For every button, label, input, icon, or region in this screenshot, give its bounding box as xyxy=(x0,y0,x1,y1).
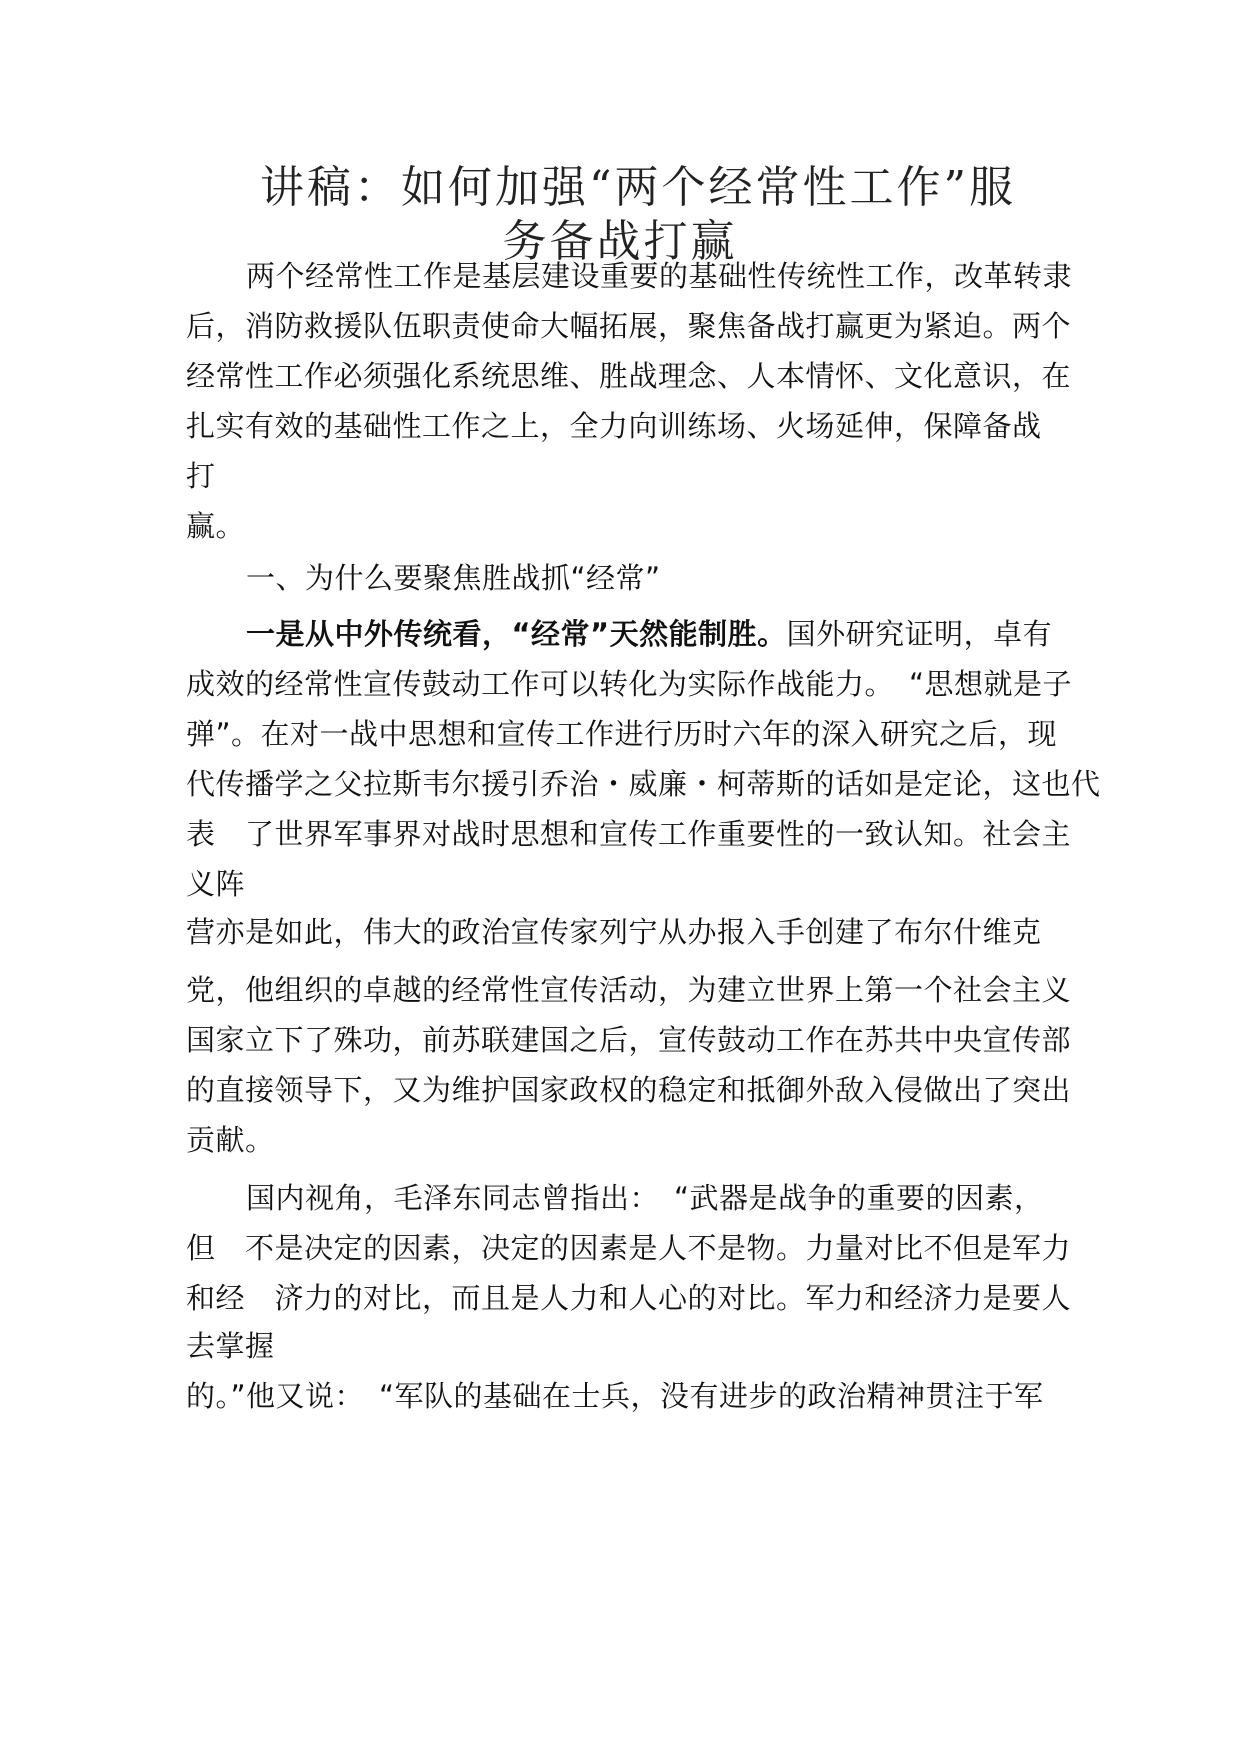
paragraph-line: 国家立下了殊功，前苏联建国之后，宣传鼓动工作在苏共中央宣传部 xyxy=(186,1023,1072,1057)
paragraph-line: 表 了世界军事界对战时思想和宣传工作重要性的一致认知。社会主 xyxy=(186,817,1072,851)
paragraph-line: 义阵 xyxy=(186,867,246,901)
paragraph-line: 和经 济力的对比，而且是人力和人心的对比。军力和经济力是要人 xyxy=(186,1281,1072,1315)
paragraph-line: 后，消防救援队伍职责使命大幅拓展，聚焦备战打赢更为紧迫。两个 xyxy=(186,309,1072,343)
paragraph-line: 代传播学之父拉斯韦尔援引乔治・威廉・柯蒂斯的话如是定论，这也代 xyxy=(186,767,1101,801)
paragraph-line: 赢。 xyxy=(186,509,246,543)
paragraph-line: 党，他组织的卓越的经常性宣传活动，为建立世界上第一个社会主义 xyxy=(186,973,1072,1007)
paragraph-line: 营亦是如此，伟大的政治宣传家列宁从办报入手创建了布尔什维克 xyxy=(186,915,1042,949)
paragraph-line: 打 xyxy=(186,459,216,493)
paragraph-line: 的直接领导下，又为维护国家政权的稳定和抵御外敌入侵做出了突出 xyxy=(186,1073,1072,1107)
paragraph-line: 国内视角，毛泽东同志曾指出： “武器是战争的重要的因素， xyxy=(246,1181,1044,1215)
paragraph-line: 贡献。 xyxy=(186,1123,275,1157)
paragraph-line: 去掌握 xyxy=(186,1329,275,1363)
bold-lead-text: 一是从中外传统看，“经常”天然能制胜。 xyxy=(246,617,787,651)
paragraph-line: 经常性工作必须强化系统思维、胜战理念、人本情怀、文化意识，在 xyxy=(186,359,1072,393)
document-title-line-2: 务备战打赢 xyxy=(502,216,738,267)
paragraph-line: 的。”他又说： “军队的基础在士兵，没有进步的政治精神贯注于军 xyxy=(186,1379,1044,1413)
section-heading: 一、为什么要聚焦胜战抓“经常” xyxy=(246,561,661,595)
paragraph-line: 两个经常性工作是基层建设重要的基础性传统性工作，改革转隶 xyxy=(246,259,1073,293)
lead-rest-text: 国外研究证明，卓有 xyxy=(786,617,1053,651)
document-title-line-1: 讲稿：如何加强“两个经常性工作”服 xyxy=(260,162,1016,213)
paragraph-line-with-lead xyxy=(246,616,1126,652)
paragraph-line: 弹”。在对一战中思想和宣传工作进行历时六年的深入研究之后，现 xyxy=(186,717,1058,751)
paragraph-line: 扎实有效的基础性工作之上，全力向训练场、火场延伸，保障备战 xyxy=(186,409,1042,443)
paragraph-line: 但 不是决定的因素，决定的因素是人不是物。力量对比不但是军力 xyxy=(186,1231,1072,1265)
paragraph-line: 成效的经常性宣传鼓动工作可以转化为实际作战能力。 “思想就是子 xyxy=(186,667,1073,701)
